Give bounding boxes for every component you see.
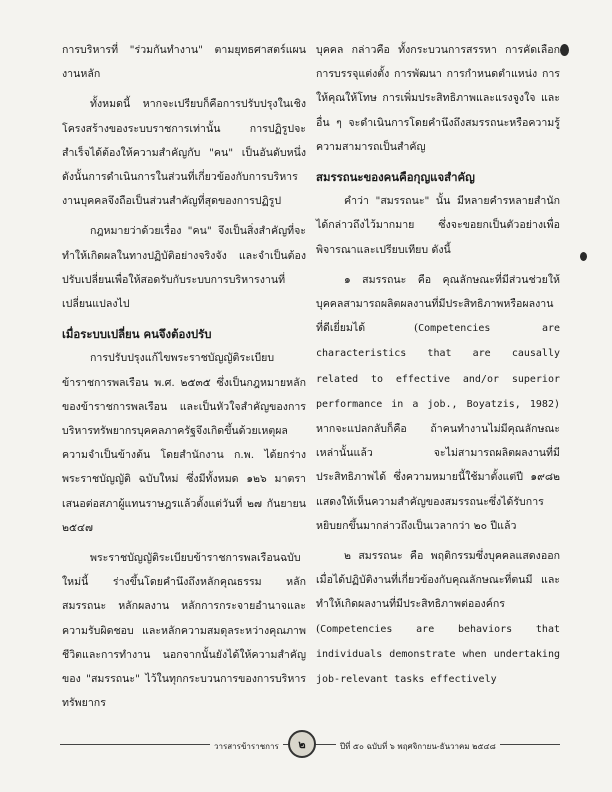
definition-text: หากจะแปลกลับก็คือ ถ้าคนทำงานไม่มีคุณลักษณะเหล่านั้นแล้ว จะไม่สามารถผลิตผลงานที่มีประสิทธิภาพได้ ซึ่งความหมายนี้ใช้มาตั้งแต่ปี ๑๙๘๒ แสดงให้เห็นความสำคัญของสมรรถนะซึ่งได้รับการหยิบยกขึ้นมากล่าวถึงเป็นเวลากว่า ๒๐ ปีแล้ว [316, 423, 560, 532]
definition-paragraph [316, 544, 560, 692]
page-footer [0, 726, 612, 766]
section-heading: เมื่อระบบเปลี่ยน คนจึงต้องปรับ [62, 327, 212, 342]
paragraph: พระราชบัญญัติระเบียบข้าราชการพลเรือนฉบับใหม่นี้ ร่างขึ้นโดยคำนึงถึงหลักคุณธรรม หลักสมรรถนะ หลักผลงาน หลักการกระจายอำนาจและความรับผิดชอบ และหลักความสมดุลระหว่างคุณภาพชีวิตและการทำงาน นอกจากนั้นยังได้ให้ความสำคัญของ "สมรรถนะ" ไว้ในทุกกระบวนการของการบริหารทรัพยากร [62, 552, 306, 710]
ink-spot [560, 44, 569, 56]
paragraph: บุคคล กล่าวคือ ทั้งกระบวนการสรรหา การคัดเลือก การบรรจุแต่งตั้ง การพัฒนา การกำหนดตำแหน่ง การให้คุณให้โทษ การเพิ่มประสิทธิภาพและแรงจูงใจ และอื่น ๆ จะดำเนินการโดยคำนึงถึงสมรรถนะหรือความรู้ความสามารถเป็นสำคัญ [316, 44, 560, 153]
ink-spot [580, 252, 587, 261]
paragraph: การปรับปรุงแก้ไขพระราชบัญญัติระเบียบข้าราชการพลเรือน พ.ศ. ๒๕๓๕ ซึ่งเป็นกฎหมายหลักของข้าราชการพลเรือน และเป็นหัวใจสำคัญของการบริหารทรัพยากรบุคคลภาครัฐจึงเกิดขึ้นด้วยเหตุผลความจำเป็นข้างต้น โดยสำนักงาน ก.พ. ได้ยกร่าง พระราชบัญญัติ ฉบับใหม่ ซึ่งมีทั้งหมด ๑๒๖ มาตรา เสนอต่อสภาผู้แทนราษฎรแล้วตั้งแต่วันที่ ๒๗ กันยายน ๒๕๔๗ [62, 352, 306, 534]
paragraph: ทั้งหมดนี้ หากจะเปรียบก็คือการปรับปรุงในเชิงโครงสร้างของระบบราชการเท่านั้น การปฏิรูปจะสำเร็จได้ต้องให้ความสำคัญกับ "คน" เป็นอันดับหนึ่ง ดังนั้นการดำเนินการในส่วนที่เกี่ยวข้องกับการบริหารงานบุคคลจึงถือเป็นส่วนสำคัญที่สุดของการปฏิรูป [62, 98, 306, 208]
left-column [62, 38, 306, 715]
paragraph: คำว่า "สมรรถนะ" นั้น มีหลายคำรหลายสำนักได้กล่าวถึงไว้มากมาย ซึ่งจะขอยกเป็นตัวอย่างเพื่อพิจารณาและเปรียบเทียบ ดังนี้ [316, 195, 560, 256]
definition-text: ๑ สมรรถนะ คือ คุณลักษณะที่มีส่วนช่วยให้บุคคลสามารถผลิตผลงานที่มีประสิทธิภาพหรือผลงานที่ดีเยี่ยมได้ ( [316, 273, 560, 335]
definition-quote: Competencies are characteristics that are causally related to effective and/or superior performance in a job., Boyatzis, 1982) [316, 323, 561, 410]
paragraph: การบริหารที่ "ร่วมกันทำงาน" ตามยุทธศาสตร์แผนงานหลัก [62, 44, 306, 81]
definition-text: ๒ สมรรถนะ คือ พฤติกรรมซึ่งบุคคลแสดงออกเมื่อได้ปฏิบัติงานที่เกี่ยวข้องกับคุณลักษณะที่ตนมี และทำให้เกิดผลงานที่มีประสิทธิภาพต่อองค์กร ( [316, 550, 560, 635]
section-heading: สมรรถนะของคนคือกุญแจสำคัญ [316, 170, 475, 185]
definition-quote: Competencies are behaviors that individuals demonstrate when undertaking job-relevant tasks effectively [316, 623, 560, 686]
journal-name: วารสารข้าราชการ [210, 740, 283, 753]
paragraph: กฎหมายว่าด้วยเรื่อง "คน" จึงเป็นสิ่งสำคัญที่จะทำให้เกิดผลในทางปฏิบัติอย่างจริงจัง และจำเป็นต้องปรับเปลี่ยนเพื่อให้สอดรับกับระบบการบริหารงานที่เปลี่ยนแปลงไป [62, 225, 306, 311]
issue-info: ปีที่ ๕๐ ฉบับที่ ๖ พฤศจิกายน-ธันวาคม ๒๕๔๘ [336, 740, 500, 753]
definition-paragraph [316, 268, 560, 538]
right-column [316, 38, 560, 692]
page-number-badge: ๒ [288, 730, 316, 758]
